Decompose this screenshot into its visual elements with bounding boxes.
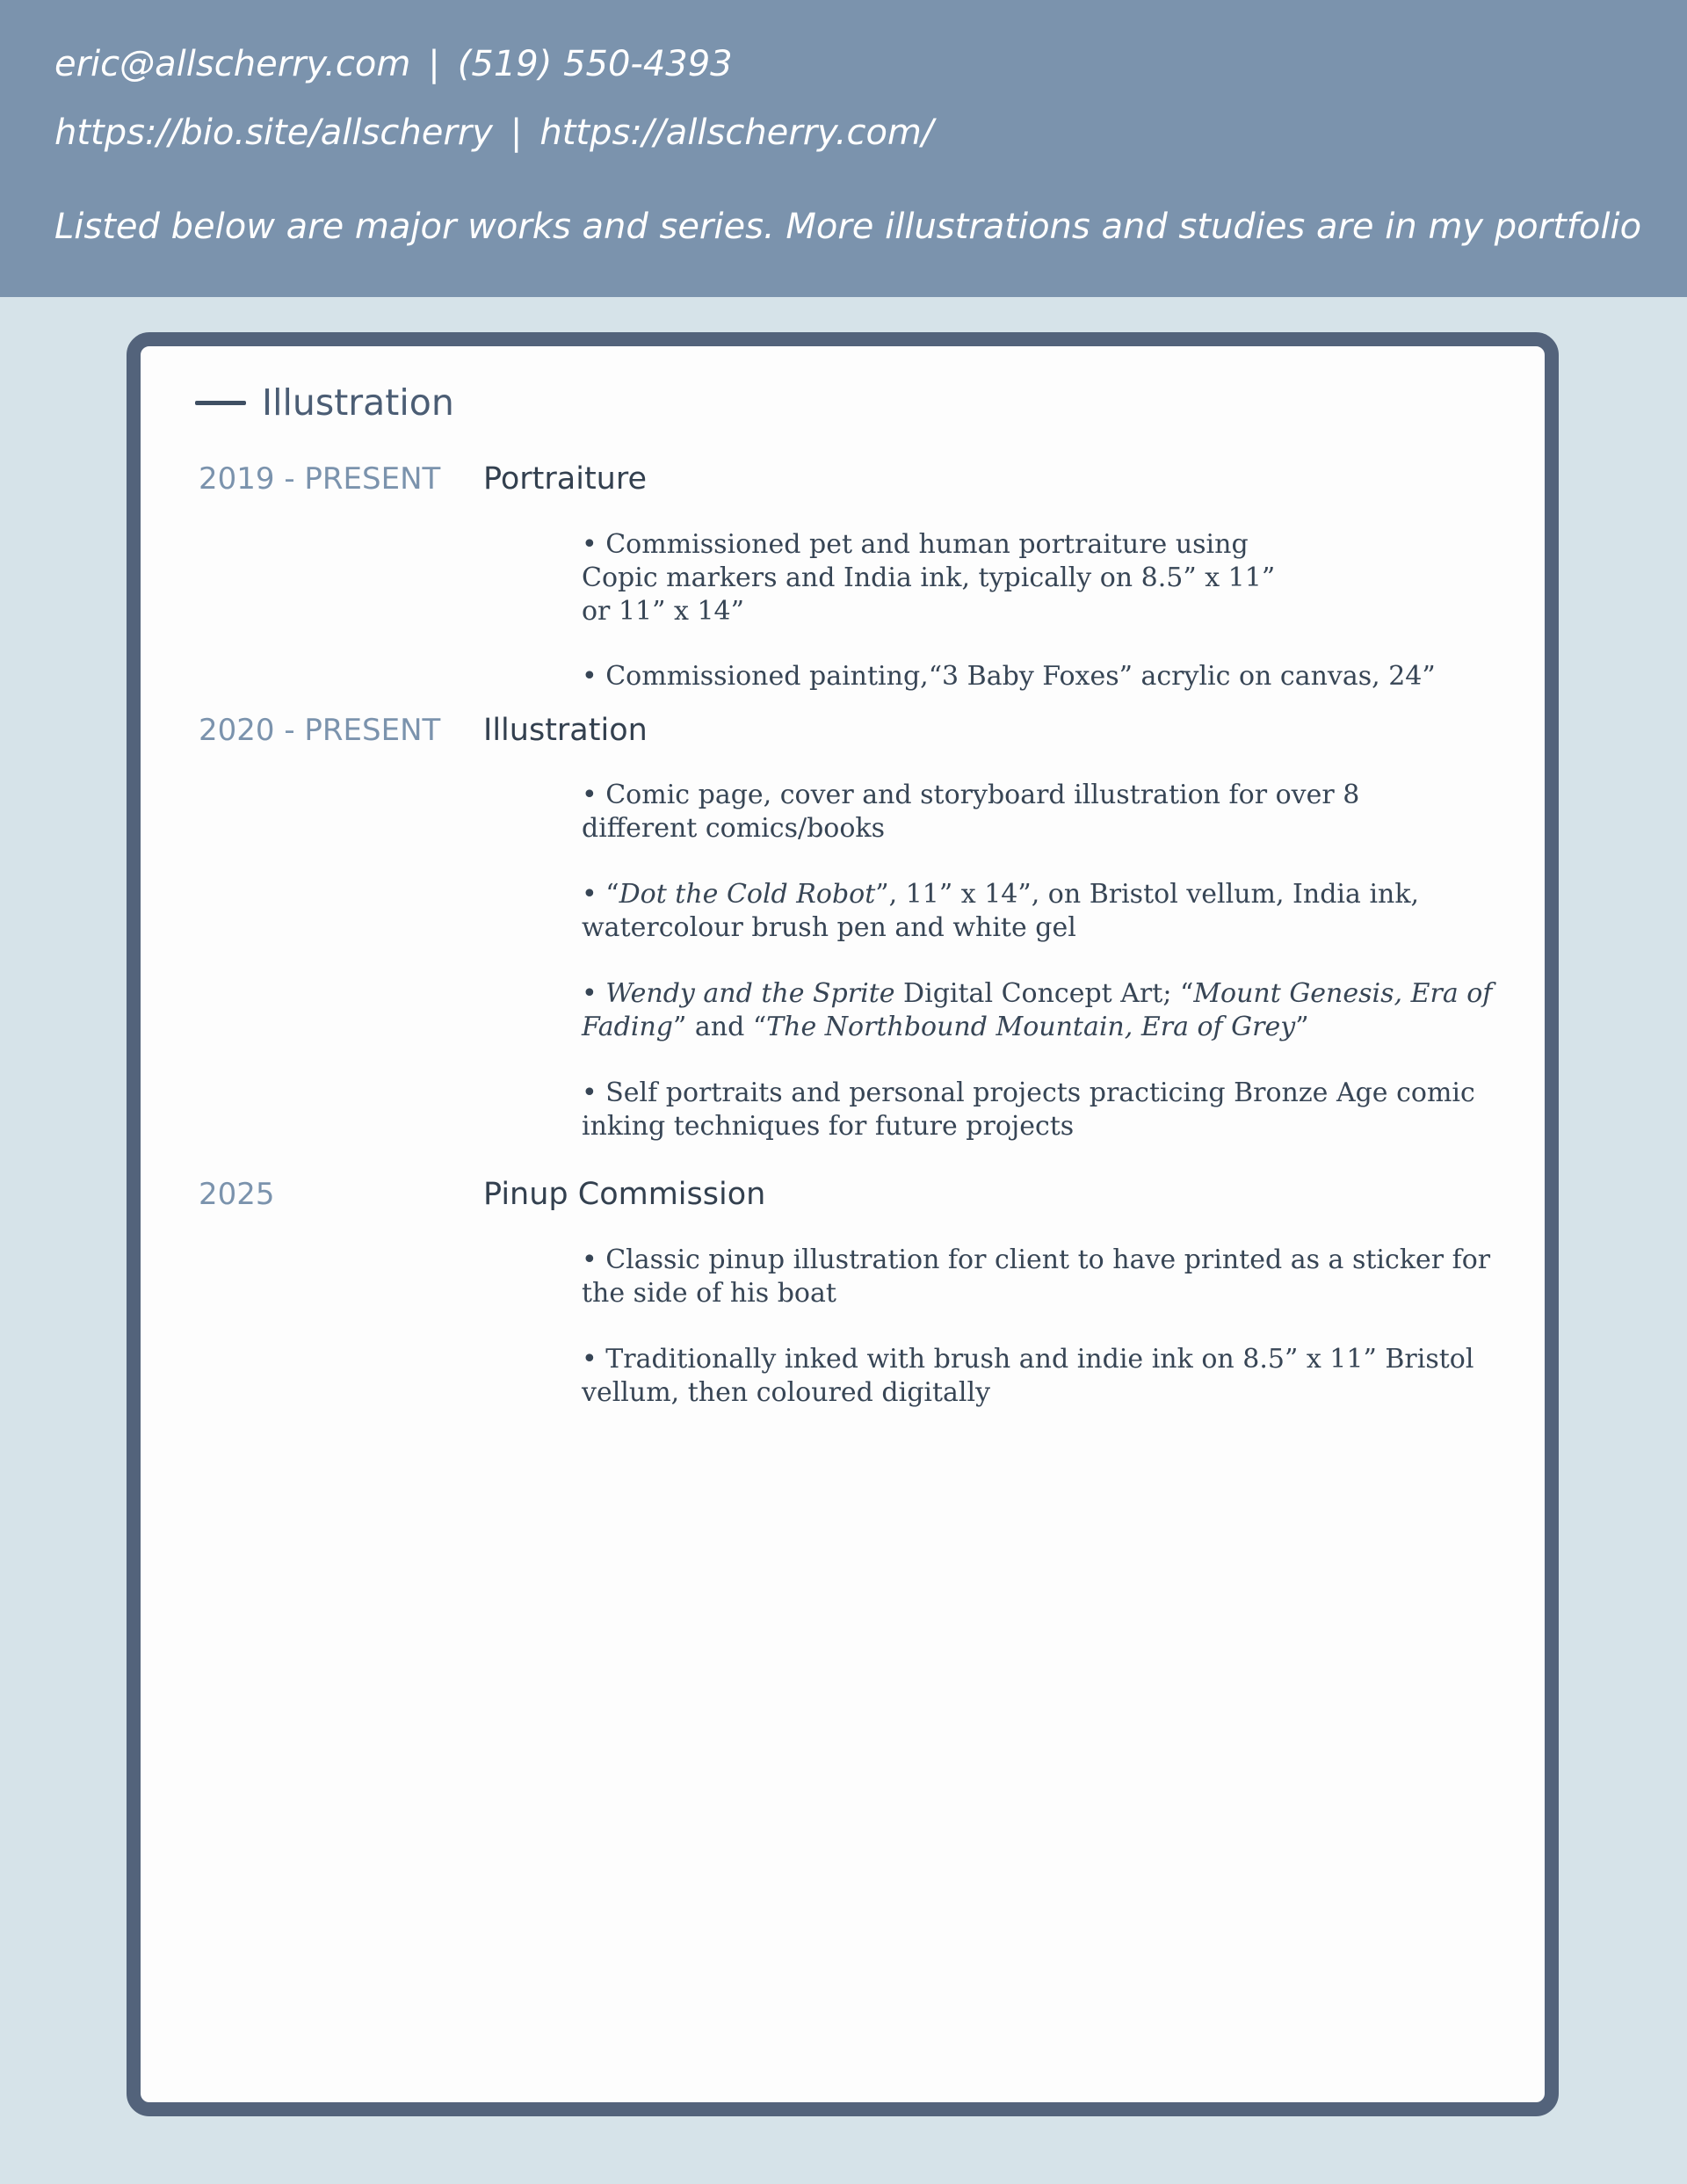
work-title: Mount Genesis, Era of — [1193, 978, 1493, 1009]
bullet-line: • Traditionally inked with brush and indie ink on 8.5” x 11” Bristol — [582, 1344, 1474, 1375]
contact-header — [0, 0, 1687, 297]
intro-text: Listed below are major works and series. More illustrations and studies are in my portfolio — [54, 207, 1642, 247]
entry-date: 2025 — [199, 1177, 275, 1212]
section-heading — [195, 381, 454, 424]
bio-link[interactable]: https://bio.site/allscherry — [54, 112, 493, 153]
bullet-line: • Commissioned pet and human portraiture using — [582, 529, 1249, 560]
entry-bullet — [582, 1343, 1522, 1410]
entry-date: 2020 - PRESENT — [199, 713, 441, 748]
bullet-line: inking techniques for future projects — [582, 1111, 1075, 1142]
work-title: Wendy and the Sprite — [605, 978, 895, 1009]
bullet-line: • Classic pinup illustration for client to have printed as a sticker for — [582, 1244, 1491, 1275]
bullet-line: vellum, then coloured digitally — [582, 1377, 991, 1408]
entry-bullet — [582, 1244, 1522, 1310]
entry-role: Portraiture — [483, 461, 648, 497]
entry-bullet — [582, 977, 1522, 1044]
entry-role: Pinup Commission — [483, 1177, 766, 1212]
section-title: Illustration — [262, 381, 454, 424]
work-title: The Northbound Mountain, Era of Grey — [766, 1012, 1296, 1042]
entry-date: 2019 - PRESENT — [199, 461, 441, 497]
bullet-line: the side of his boat — [582, 1278, 836, 1309]
work-title: Dot the Cold Robot — [619, 879, 876, 910]
bullet-text: • — [582, 978, 606, 1009]
bullet-line: • Self portraits and personal projects practicing Bronze Age comic — [582, 1077, 1475, 1108]
links-line — [54, 112, 934, 153]
bullet-line: Copic markers and India ink, typically on 8.5” x 11” — [582, 562, 1276, 593]
bullet-text: ”, 11” x 14”, on Bristol vellum, India ink, — [875, 879, 1420, 910]
bullet-line: or 11” x 14” — [582, 596, 744, 627]
entry-bullet — [582, 528, 1522, 628]
entry-bullet — [582, 779, 1522, 845]
bullet-line: different comics/books — [582, 813, 885, 844]
bullet-text: Digital Concept Art; “ — [894, 978, 1194, 1009]
separator: | — [510, 112, 523, 153]
bullet-line: • Commissioned painting,“3 Baby Foxes” acrylic on canvas, 24” — [582, 661, 1436, 692]
email-link[interactable]: eric@allscherry.com — [54, 44, 411, 84]
entry-bullet — [582, 660, 1522, 693]
bullet-text: ” and “ — [673, 1012, 767, 1042]
bullet-text: watercolour brush pen and white gel — [582, 912, 1076, 943]
entry-bullet — [582, 878, 1522, 945]
bullet-line: • Comic page, cover and storyboard illustration for over 8 — [582, 780, 1360, 810]
website-link[interactable]: https://allscherry.com/ — [539, 112, 934, 153]
experience-card — [127, 332, 1559, 2116]
entry-role: Illustration — [483, 713, 648, 748]
heading-dash — [195, 401, 246, 405]
bullet-text: • “ — [582, 879, 619, 910]
bullet-text: ” — [1295, 1012, 1309, 1042]
contact-line — [54, 44, 733, 84]
phone-number[interactable]: (519) 550-4393 — [457, 44, 733, 84]
separator: | — [428, 44, 440, 84]
entry-bullet — [582, 1077, 1522, 1143]
work-title: Fading — [582, 1012, 673, 1042]
